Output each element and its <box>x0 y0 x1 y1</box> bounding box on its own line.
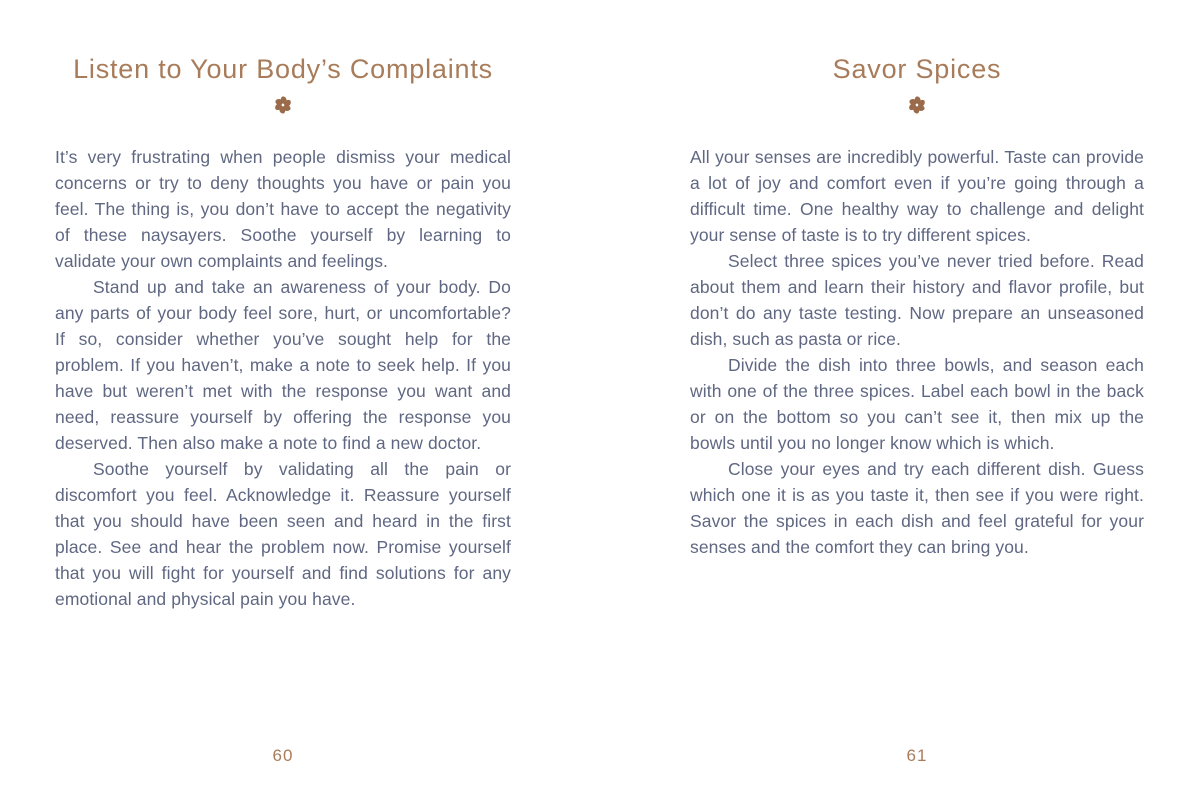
body-paragraph: Stand up and take an awareness of your body. Do any parts of your body feel sore, hurt, or uncomfortable? If so, consider whether you’ve sought help for the problem. If you haven’t, make a note to seek help. If you have but weren’t met with the response you want and need, reassure yourself by offering the response you deserved. Then also make a note to find a new doctor. <box>55 277 511 453</box>
florette-icon <box>690 93 1144 117</box>
page-left <box>55 0 511 800</box>
page-title: Savor Spices <box>832 54 1002 84</box>
body-paragraph: Close your eyes and try each different dish. Guess which one it is as you taste it, then see if you were right. Savor the spices in each dish and feel grateful for your senses and the comfort they can bring you. <box>690 459 1144 557</box>
body-paragraph: Select three spices you’ve never tried before. Read about them and learn their history and flavor profile, but don’t do any taste testing. Now prepare an unseasoned dish, such as pasta or rice. <box>690 251 1144 349</box>
body-text <box>55 144 511 612</box>
page-right <box>690 0 1144 800</box>
body-paragraph: Soothe yourself by validating all the pain or discomfort you feel. Acknowledge it. Reassure yourself that you should have been seen and heard in the first place. See and hear the problem now. Promise yourself that you will fight for yourself and find solutions for any emotional and physical pain you have. <box>55 459 511 609</box>
body-paragraph: Divide the dish into three bowls, and season each with one of the three spices. Label each bowl in the back or on the bottom so you can’t see it, then mix up the bowls until you no longer know which is which. <box>690 355 1144 453</box>
body-text <box>690 144 1144 560</box>
page-number: 61 <box>906 746 928 765</box>
florette-icon <box>55 93 511 117</box>
body-paragraph: It’s very frustrating when people dismiss your medical concerns or try to deny thoughts you have or pain you feel. The thing is, you don’t have to accept the negativity of these naysayers. Soothe yourself by learning to validate your own complaints and feelings. <box>55 147 511 271</box>
body-paragraph: All your senses are incredibly powerful. Taste can provide a lot of joy and comfort even if you’re going through a difficult time. One healthy way to challenge and delight your sense of taste is to try different spices. <box>690 147 1144 245</box>
page-number: 60 <box>272 746 294 765</box>
page-title: Listen to Your Body’s Complaints <box>73 54 493 84</box>
